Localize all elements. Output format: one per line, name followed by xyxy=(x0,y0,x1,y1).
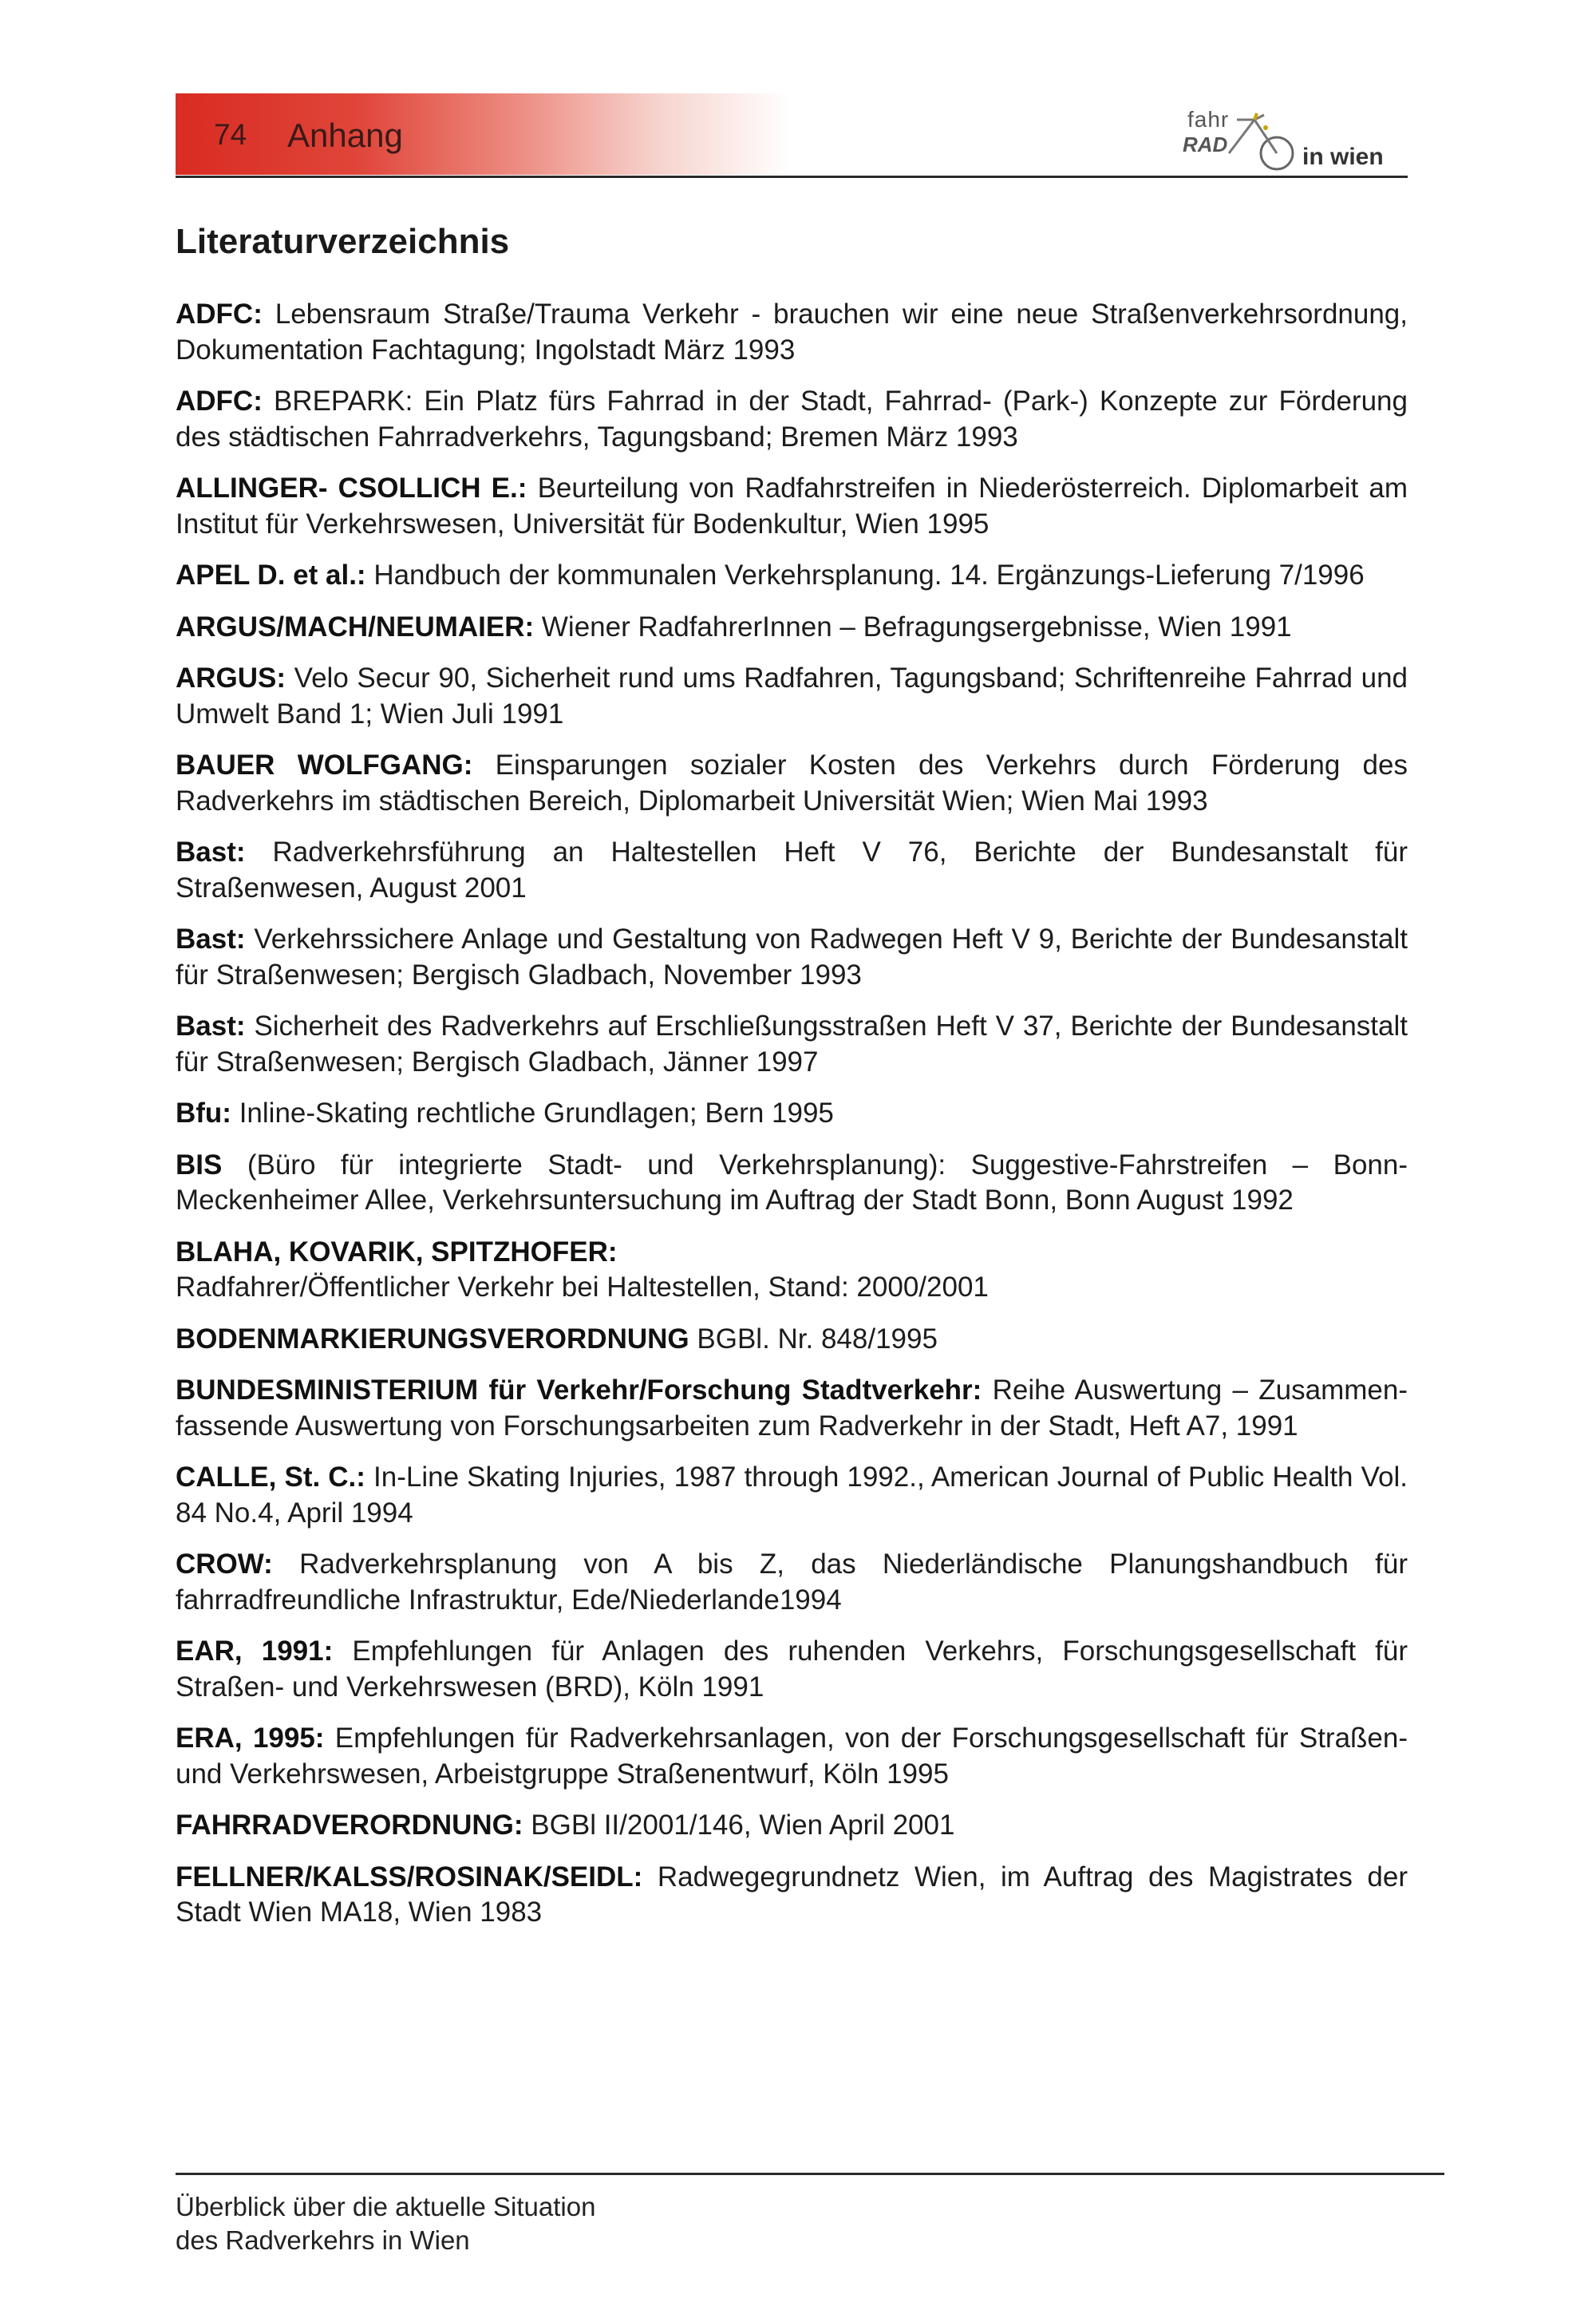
entry-author: Bfu: xyxy=(176,1098,231,1129)
entry-author: ERA, 1995: xyxy=(176,1723,325,1754)
entry-text: Einsparungen sozialer Kosten des Verkehrs durch Förderung des Radverkehrs im städtischen Bereich, Diplomarbeit Universität Wien; Wien Mai 1993 xyxy=(176,750,1408,817)
bibliography-entry xyxy=(176,1860,1408,1931)
bibliography-entry xyxy=(176,471,1408,542)
footer-line-1: Überblick über die aktuelle Situation xyxy=(176,2192,596,2221)
bibliography-entry xyxy=(176,1547,1408,1618)
bibliography-entry xyxy=(176,1373,1408,1444)
entry-author: APEL D. et al.: xyxy=(176,560,366,591)
entry-text: Reihe Auswertung – Zusammen-fassende Auswertung von Forschungsarbeiten zum Radverkehr in der Stadt, Heft A7, 1991 xyxy=(176,1375,1408,1442)
entry-author: Bast: xyxy=(176,837,246,868)
entry-author: EAR, 1991: xyxy=(176,1636,334,1667)
entry-text: Wiener RadfahrerInnen – Befragungsergebnisse, Wien 1991 xyxy=(541,611,1292,643)
bibliography-entry xyxy=(176,610,1408,646)
entry-author: ARGUS/MACH/NEUMAIER: xyxy=(176,611,535,643)
entry-text: Verkehrssichere Anlage und Gestaltung von Radwegen Heft V 9, Berichte der Bundesanstalt für Straßenwesen; Bergisch Gladbach, November 1993 xyxy=(176,924,1408,991)
bibliography-entry xyxy=(176,1148,1408,1219)
entry-author: ARGUS: xyxy=(176,663,286,694)
footer-line-2: des Radverkehrs in Wien xyxy=(176,2225,470,2255)
bibliography-entry xyxy=(176,922,1408,993)
entry-text: Beurteilung von Radfahrstreifen in Niederösterreich. Diplomarbeit am Institut für Verkehrswesen, Universität für Bodenkultur, Wien 1995 xyxy=(176,473,1408,540)
logo-text-rad: RAD xyxy=(1183,133,1228,156)
entry-author: FELLNER/KALSS/ROSINAK/SEIDL: xyxy=(176,1861,643,1893)
entry-text: Radfahrer/Öffentlicher Verkehr bei Haltestellen, Stand: 2000/2001 xyxy=(176,1272,989,1303)
entry-text: BGBl II/2001/146, Wien April 2001 xyxy=(531,1810,955,1841)
section-label: Anhang xyxy=(287,117,403,154)
entry-author: ALLINGER- CSOLLICH E.: xyxy=(176,473,527,504)
header-rule xyxy=(176,176,1408,178)
bibliography-entry xyxy=(176,748,1408,819)
logo-text-fahr: fahr xyxy=(1187,107,1230,132)
logo-subtitle: in wien xyxy=(1302,144,1384,170)
entry-text: Radverkehrsplanung von A bis Z, das Niederländische Planungshandbuch für fahrradfreundliche Infrastruktur, Ede/Niederlande1994 xyxy=(176,1549,1408,1616)
bibliography-entry xyxy=(176,835,1408,906)
bibliography-entry xyxy=(176,558,1408,594)
entry-text: Inline-Skating rechtliche Grundlagen; Bern 1995 xyxy=(239,1098,834,1129)
page-number: 74 xyxy=(214,118,247,151)
entry-text: Lebensraum Straße/Trauma Verkehr - brauchen wir eine neue Straßenverkehrsordnung, Dokumentation Fachtagung; Ingolstadt März 1993 xyxy=(176,299,1408,366)
bibliography-entry xyxy=(176,661,1408,732)
entry-author: CALLE, St. C.: xyxy=(176,1462,365,1493)
entry-text: Sicherheit des Radverkehrs auf Erschließungsstraßen Heft V 37, Berichte der Bundesanstalt für Straßenwesen; Bergisch Gladbach, Jänner 1997 xyxy=(176,1011,1408,1078)
bibliography-entry xyxy=(176,1808,1408,1844)
entry-text: Empfehlungen für Anlagen des ruhenden Verkehrs, Forschungsgesellschaft für Straßen- und Verkehrswesen (BRD), Köln 1991 xyxy=(176,1636,1408,1703)
entry-author: ADFC: xyxy=(176,386,263,417)
bibliography-entry xyxy=(176,1634,1408,1705)
bibliography-entry xyxy=(176,1322,1408,1358)
entry-author: Bast: xyxy=(176,924,246,955)
page-title: Literaturverzeichnis xyxy=(176,222,510,261)
entry-text: Radwegegrundnetz Wien, im Auftrag des Magistrates der Stadt Wien MA18, Wien 1983 xyxy=(176,1861,1408,1928)
header-band xyxy=(176,93,790,175)
entry-author: BLAHA, KOVARIK, SPITZHOFER: xyxy=(176,1236,618,1268)
entry-text: BREPARK: Ein Platz fürs Fahrrad in der Stadt, Fahrrad- (Park-) Konzepte zur Förderung des städtischen Fahrradverkehrs, Tagungsband; Bremen März 1993 xyxy=(176,386,1408,453)
entry-author: ADFC: xyxy=(176,299,263,330)
bibliography-entry xyxy=(176,297,1408,368)
entry-text: BGBl. Nr. 848/1995 xyxy=(697,1323,938,1355)
entry-text: (Büro für integrierte Stadt- und Verkehrsplanung): Suggestive-Fahrstreifen – Bonn-Meckenheimer Allee, Verkehrsuntersuchung im Auftrag der Stadt Bonn, Bonn August 1992 xyxy=(176,1149,1408,1216)
bibliography-entry xyxy=(176,1721,1408,1792)
entry-text: Empfehlungen für Radverkehrsanlagen, von der Forschungsgesellschaft für Straßen- und Verkehrswesen, Arbeistgruppe Straßenentwurf, Köln 1995 xyxy=(176,1723,1408,1790)
footer-rule xyxy=(176,2173,1444,2175)
entry-author: BUNDESMINISTERIUM für Verkehr/Forschung Stadtverkehr: xyxy=(176,1375,982,1406)
entry-text: Radverkehrsführung an Haltestellen Heft V 76, Berichte der Bundesanstalt für Straßenwesen, August 2001 xyxy=(176,837,1408,904)
entry-text: Velo Secur 90, Sicherheit rund ums Radfahren, Tagungsband; Schriftenreihe Fahrrad und Umwelt Band 1; Wien Juli 1991 xyxy=(176,663,1408,730)
bibliography-entry xyxy=(176,1009,1408,1080)
entry-text: Handbuch der kommunalen Verkehrsplanung. 14. Ergänzungs-Lieferung 7/1996 xyxy=(373,560,1365,591)
entry-author: BODENMARKIERUNGSVERORDNUNG xyxy=(176,1323,689,1355)
bibliography-list xyxy=(176,297,1408,1947)
bibliography-entry xyxy=(176,384,1408,455)
entry-author: BAUER WOLFGANG: xyxy=(176,750,473,781)
entry-author: BIS xyxy=(176,1149,223,1181)
entry-author: FAHRRADVERORDNUNG: xyxy=(176,1810,523,1841)
entry-author: CROW: xyxy=(176,1549,273,1580)
entry-author: Bast: xyxy=(176,1011,246,1042)
bibliography-entry xyxy=(176,1096,1408,1132)
bibliography-entry xyxy=(176,1235,1408,1306)
entry-text: In-Line Skating Injuries, 1987 through 1992., American Journal of Public Health Vol. 84 No.4, April 1994 xyxy=(176,1462,1408,1529)
bibliography-entry xyxy=(176,1460,1408,1531)
